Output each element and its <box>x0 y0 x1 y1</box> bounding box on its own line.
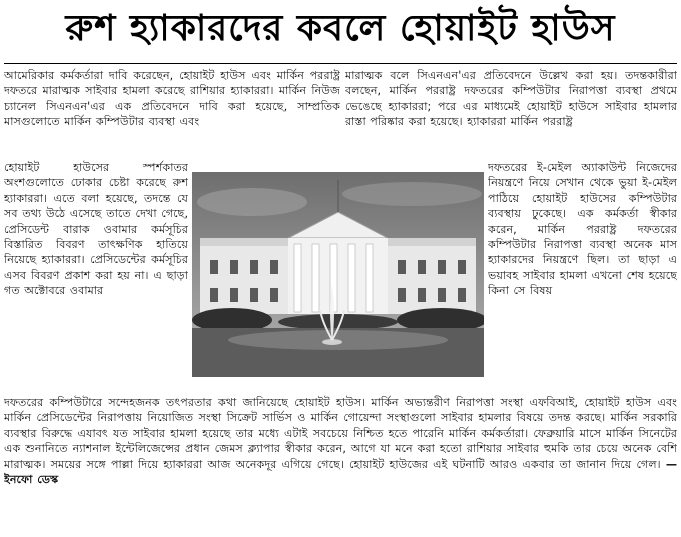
right-wrap-text: দফতরের ই-মেইল অ্যাকাউন্ট নিজেদের নিয়ন্ত্রণে নিয়ে সেখান থেকে ভুয়া ই-মেইল পাঠিয়ে হোয়াইট হাউসের কম্পিউটার ব্যবস্থায় ঢুকেছে। এক কর্মকর্তা স্বীকার করেন, মার্কিন পররাষ্ট্র দফতরের কম্পিউটার নিরাপত্তা ব্যবস্থা অনেক মাস হ্যাকারদের নিয়ন্ত্রণে ছিল। তা ছাড়া এ ভয়াবহ সাইবার হামলা এখনো শেষ হয়েছে কিনা সে বিষয় <box>488 161 677 298</box>
article-left-wrap <box>4 160 188 395</box>
article-right-wrap <box>488 160 677 395</box>
byline-credit: —ইনফো ডেস্ক <box>4 457 677 487</box>
headline-rule <box>4 63 677 64</box>
bottom-text: দফতরের কম্পিউটারে সন্দেহজনক তৎপরতার কথা জানিয়েছে হোয়াইট হাউস। মার্কিন অভ্যন্তরীণ নিরাপত্তা সংস্থা এফবিআই, হোয়াইট হাউস এবং মার্কিন প্রেসিডেন্টের নিরাপত্তায় নিয়োজিত সংস্থা সিক্রেট সার্ভিস ও মার্কিন গোয়েন্দা সংস্থাগুলো সাইবার হামলার বিষয়ে তদন্ত করছে। মার্কিন সরকারি ব্যবস্থার বিরুদ্ধে এযাবৎ যত সাইবার হামলা হয়েছে তার মধ্যে এটাই সবচেয়ে নিশ্চিত হতে পারেনি মার্কিন কর্মকর্তারা। ফেব্রুয়ারি মাসে মার্কিন সিনেটের এক শুনানিতে ন্যাশনাল ইন্টেলিজেন্সের প্রধান জেমস ক্ল্যাপার স্বীকার করেন, আগে যা মনে করা হতো রাশিয়ার সাইবার হুমকি তার চেয়ে অনেক বেশি মারাত্মক। সময়ের সঙ্গে পাল্লা দিয়ে হ্যাকাররা আজ অনেকদূর এগিয়ে গেছে। হোয়াইট হাউজের এই ঘটনাটি আরও একবার তা জানান দিয়ে গেল। <box>4 396 677 471</box>
white-house-photo <box>192 172 484 377</box>
white-house-icon <box>192 172 484 377</box>
left-wrap-text: হোয়াইট হাউসের স্পর্শকাতর অংশগুলোতে ঢোকার চেষ্টা করেছে রুশ হ্যাকাররা। এতে বলা হয়েছে, তদন্তে যে সব তথ্য উঠে এসেছে তাতে দেখা গেছে, প্রেসিডেন্ট বারাক ওবামার কর্মসূচির বিস্তারিত বিবরণ তাৎক্ষণিক হাতিয়ে নিয়েছে হ্যাকাররা। প্রেসিডেন্টের কর্মসূচির এসব বিবরণ প্রকাশ করা হয় না। এ ছাড়া গত অক্টোবরে ওবামার <box>4 161 188 298</box>
right-top-text: মারাত্মক বলে সিএনএন'এর প্রতিবেদনে উল্লেখ করা হয়। তদন্তকারীরা বলছেন, মার্কিন পররাষ্ট্র দফতরের কম্পিউটার নিরাপত্তা ব্যবস্থা প্রথমে ভেঙেছে হ্যাকাররা; পরে এর মাধ্যমেই হোয়াইট হাউসে সাইবার হামলার রাস্তা পরিষ্কার করা হয়েছে। হ্যাকাররা মার্কিন পররাষ্ট্র <box>345 69 677 129</box>
left-top-text: আমেরিকার কর্মকর্তারা দাবি করেছেন, হোয়াইট হাউস এবং মার্কিন পররাষ্ট্র দফতরে মারাত্মক সাইবার হামলা করেছে রাশিয়ার হ্যাকাররা। মার্কিন নিউজ চ্যানেল সিএনএন'এর এক প্রতিবেদনে দাবি করা হয়েছে, সাম্প্রতিক মাসগুলোতে মার্কিন কম্পিউটার ব্যবস্থা এবং <box>4 69 340 129</box>
article-bottom <box>4 395 677 535</box>
headline: রুশ হ্যাকারদের কবলে হোয়াইট হাউস <box>65 8 616 49</box>
article-right-top <box>345 68 677 160</box>
